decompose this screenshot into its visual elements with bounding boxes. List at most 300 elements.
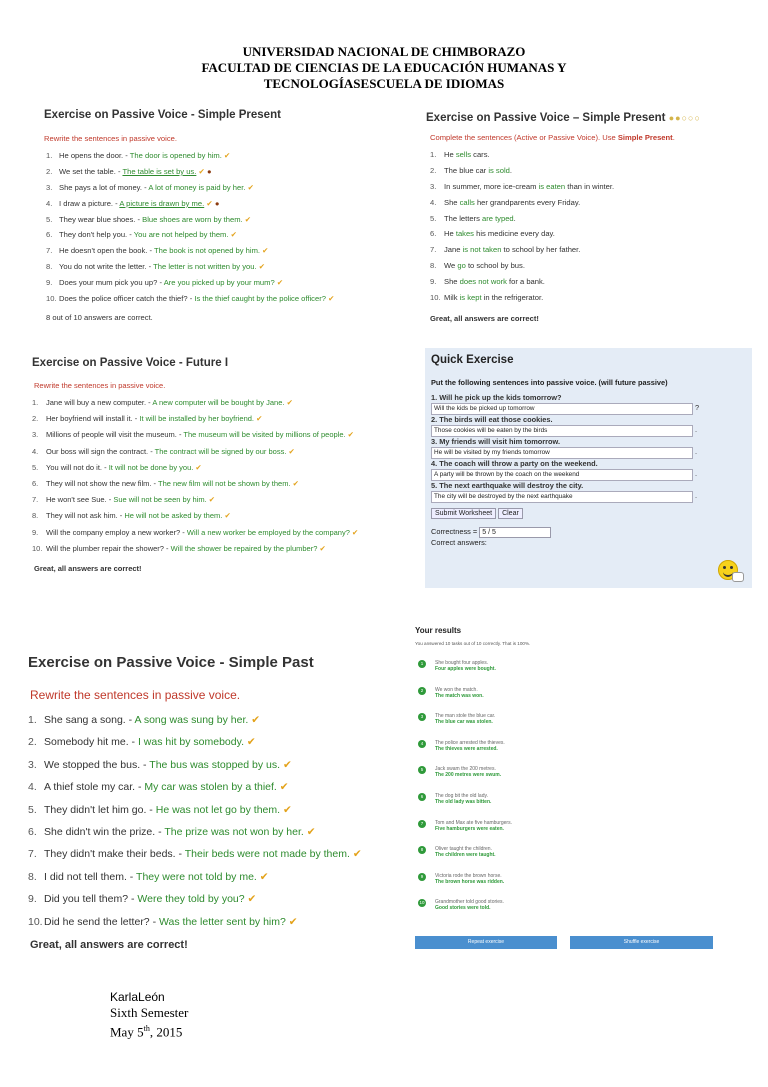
instruction-text: Complete the sentences (Active or Passive Voice). Use (430, 133, 618, 142)
list-item (430, 147, 758, 163)
item-question: She pays a lot of money. - (59, 182, 147, 192)
item-number: 7. (46, 246, 53, 256)
feedback-icon: ✔ (195, 462, 202, 472)
exercise-list (46, 148, 410, 307)
correctness-row (431, 527, 752, 547)
item-answer: go (457, 261, 466, 271)
item-answer: The bus was stopped by us. (149, 758, 281, 771)
item-answer: is kept (459, 293, 482, 303)
item-question: They didn't make their beds. - (44, 848, 182, 861)
item-answer: They were not told by me. (136, 870, 257, 883)
list-item (28, 843, 409, 865)
item-text: in the refrigerator. (481, 293, 544, 303)
list-item (32, 541, 413, 557)
result-question: Jack swam the 200 metres. (435, 766, 496, 773)
exercise-instruction: Rewrite the sentences in passive voice. (44, 134, 177, 143)
exercise-instruction (430, 133, 758, 142)
quiz-item (431, 437, 752, 459)
result-answer: The blue car was stolen. (435, 719, 493, 726)
item-answer: are typed (481, 213, 514, 223)
quiz-item (431, 393, 752, 415)
result-text: Great, all answers are correct! (430, 313, 539, 323)
item-number: 10. (28, 915, 43, 928)
result-item (413, 656, 719, 683)
feedback-icon: ✔ (259, 870, 269, 883)
list-item (430, 163, 758, 179)
result-answer: Good stories were told. (435, 905, 491, 912)
item-answer: He was not let go by them. (155, 803, 281, 816)
item-answer: Was the letter sent by him? (159, 915, 286, 928)
item-number: 10. (430, 293, 441, 303)
item-number: 3. (28, 758, 37, 771)
item-number: 3. (430, 181, 437, 191)
answer-input[interactable]: A party will be thrown by the coach on the weekend (431, 469, 693, 481)
date-year: , 2015 (149, 1024, 183, 1040)
item-text: Milk (444, 293, 460, 303)
result-number: 1 (418, 660, 426, 668)
list-item (46, 212, 410, 228)
feedback-icon: ✔ (206, 198, 213, 208)
item-number: 6. (430, 229, 437, 239)
feedback-icon: ✔ (352, 527, 359, 537)
item-question: Somebody hit me. - (44, 736, 136, 749)
item-number: 10. (46, 294, 57, 304)
exercise-list (430, 147, 758, 306)
list-item (430, 211, 758, 227)
item-question: You will not do it. - (46, 462, 107, 472)
item-number: 2. (28, 736, 37, 749)
exercise-title (426, 112, 758, 124)
result-text: 8 out of 10 answers are correct. (46, 312, 153, 322)
list-item (32, 525, 413, 541)
item-text: . (509, 165, 512, 175)
feedback-icon: ✔ (208, 495, 216, 505)
item-answer: A song was sung by her. (134, 714, 249, 726)
item-question: We stopped the bus. - (44, 758, 147, 771)
result-item (413, 789, 719, 816)
result-answer: The thieves were arrested. (435, 745, 498, 752)
thumbs-up-icon (732, 572, 744, 582)
feedback-icon: ✔ (282, 758, 292, 771)
feedback-icon: ✔ (328, 294, 335, 304)
item-text: to school by her father. (501, 245, 581, 255)
feedback-icon: ✔ (258, 262, 266, 272)
result-text: Great, all answers are correct! (34, 563, 142, 573)
feedback-icon: ✔ (347, 430, 354, 440)
item-number: 5. (32, 462, 39, 472)
quiz-question: 1. Will he pick up the kids tomorrow? (431, 393, 562, 402)
result-question: Victoria rode the brown horse. (435, 872, 502, 879)
item-text: to school by bus. (465, 261, 525, 271)
list-item (28, 754, 409, 776)
answer-input[interactable]: He will be visited by my friends tomorrow (431, 447, 693, 459)
result-question: Grandmother told good stories. (435, 899, 504, 906)
list-item (28, 731, 409, 753)
result-item (413, 762, 719, 789)
item-answer: calls (459, 197, 475, 207)
date (110, 1021, 188, 1040)
feedback-icon: ✔ (292, 478, 299, 488)
list-item (32, 395, 413, 411)
item-number: 5. (28, 803, 37, 816)
result-question: Tom and Max ate five hamburgers. (435, 819, 512, 826)
result-number: 5 (418, 766, 426, 774)
item-answer: The new film will not be shown by them. (158, 478, 291, 488)
answer-punctuation: . (695, 425, 698, 434)
list-item (430, 242, 758, 258)
item-answer: The table is set by us. (122, 166, 197, 176)
item-answer: Are you picked up by your mum? (163, 278, 275, 288)
feedback-icon: ✔ (198, 166, 205, 176)
item-number: 5. (46, 214, 53, 224)
results-title: Your results (415, 626, 462, 635)
result-answer: The 200 metres were swum. (435, 772, 502, 779)
item-question: Does your mum pick you up? - (59, 278, 162, 288)
item-question: Millions of people will visit the museum. - (46, 430, 182, 440)
exercise-instruction: Rewrite the sentences in passive voice. (34, 381, 166, 390)
list-item (28, 866, 409, 888)
feedback-icon: ✔ (251, 714, 261, 726)
exercise-title: Exercise on Passive Voice - Future I (32, 357, 229, 369)
item-number: 6. (46, 230, 53, 240)
clear-button[interactable]: Clear (498, 508, 523, 519)
faculty-name: FACULTAD DE CIENCIAS DE LA EDUCACIÓN HUMANAS Y (201, 60, 567, 75)
list-item (430, 179, 758, 195)
instruction-end: . (672, 133, 675, 142)
result-item (413, 736, 719, 763)
results-panel (413, 622, 719, 952)
item-text: his medicine every day. (473, 229, 555, 239)
item-text: He (444, 150, 456, 159)
item-question: Will the company employ a new worker? - (46, 527, 185, 537)
item-question: Did you tell them? - (44, 893, 135, 906)
item-answer: Sue will not be seen by him. (113, 495, 207, 505)
list-item (32, 444, 413, 460)
list-item (46, 227, 410, 243)
list-item (32, 460, 413, 476)
list-item (46, 148, 410, 164)
feedback-icon: ✔ (223, 151, 231, 160)
item-answer: It will be installed by her boyfriend. (139, 414, 255, 424)
answer-punctuation: . (695, 469, 698, 478)
item-question: Does the police officer catch the thief? - (59, 294, 193, 304)
list-item (32, 492, 413, 508)
item-question: We set the table. - (59, 166, 121, 176)
result-item (413, 895, 719, 922)
item-text: her grandparents every Friday. (474, 197, 581, 207)
list-item (46, 180, 410, 196)
item-text: She (444, 197, 460, 207)
item-number: 1. (28, 714, 37, 726)
item-question: Jane will buy a new computer. - (46, 398, 151, 407)
result-question: Oliver taught the children. (435, 846, 492, 853)
item-answer: is eaten (538, 181, 566, 191)
result-number: 9 (418, 873, 426, 881)
item-number: 1. (32, 398, 39, 407)
item-answer: A lot of money is paid by her. (148, 182, 246, 192)
item-answer: You are not helped by them. (133, 230, 229, 240)
answer-punctuation: . (695, 491, 698, 500)
list-item (46, 259, 410, 275)
answer-punctuation: . (695, 447, 698, 456)
list-item (430, 195, 758, 211)
list-item (28, 911, 409, 933)
exercise-list (28, 709, 409, 933)
item-number: 1. (46, 151, 53, 160)
item-number: 2. (430, 165, 437, 175)
item-answer: The letter is not written by you. (153, 262, 257, 272)
item-answer: Will the shower be repaired by the plumber? (170, 543, 318, 553)
exercise-future-one (28, 350, 413, 590)
item-text: The letters (444, 213, 482, 223)
answer-punctuation: ? (695, 403, 700, 412)
feedback-icon: ✔ (247, 893, 257, 906)
school-name: TECNOLOGÍASESCUELA DE IDIOMAS (263, 76, 505, 91)
quick-exercise-panel (425, 348, 752, 588)
quiz-buttons (431, 508, 752, 519)
result-item (413, 816, 719, 843)
item-question: They didn't let him go. - (44, 803, 153, 816)
result-question: She bought four apples. (435, 660, 489, 666)
item-answer: A picture is drawn by me. (119, 198, 205, 208)
item-number: 4. (32, 446, 39, 456)
item-number: 3. (46, 182, 53, 192)
error-marker-icon: ● (206, 166, 212, 176)
document-header (0, 44, 768, 92)
result-question: The man stole the blue car. (435, 713, 496, 720)
quiz-question: 3. My friends will visit him tomorrow. (431, 437, 561, 446)
result-answer: The old lady was bitten. (435, 798, 492, 805)
list-item (430, 274, 758, 290)
item-number: 9. (430, 277, 437, 287)
date-main: May 5 (110, 1024, 144, 1040)
list-item (28, 821, 409, 843)
feedback-icon: ✔ (224, 511, 231, 521)
result-question: We won the match. (435, 686, 478, 693)
item-answer: Were they told by you? (137, 893, 245, 906)
item-answer: The museum will be visited by millions of people. (183, 430, 346, 440)
result-number: 7 (418, 820, 426, 828)
university-name: UNIVERSIDAD NACIONAL DE CHIMBORAZO (242, 44, 526, 59)
feedback-icon: ✔ (282, 803, 292, 816)
exercise-instruction: Rewrite the sentences in passive voice. (30, 688, 241, 702)
item-answer: Is the thief caught by the police officer? (194, 294, 326, 304)
date-suffix: th (143, 1024, 150, 1033)
exercise-simple-present-rewrite (30, 105, 410, 325)
item-text: for a bank. (506, 277, 545, 287)
item-text: He (444, 229, 456, 239)
quiz-question: 2. The birds will eat those cookies. (431, 415, 553, 424)
list-item (430, 258, 758, 274)
item-question: She didn't win the prize. - (44, 825, 162, 838)
correctness-label: Correctness = (431, 527, 478, 536)
result-number: 4 (418, 740, 426, 748)
list-item (430, 290, 758, 306)
quiz-question: 5. The next earthquake will destroy the city. (431, 481, 584, 490)
item-number: 7. (32, 495, 39, 505)
feedback-icon: ✔ (288, 446, 295, 456)
list-item (32, 411, 413, 427)
result-number: 3 (418, 713, 426, 721)
item-answer: He will not be asked by them. (124, 511, 223, 521)
item-answer: I was hit by somebody. (137, 736, 244, 749)
item-number: 4. (46, 198, 53, 208)
result-number: 10 (419, 900, 425, 906)
feedback-icon: ✔ (288, 915, 298, 928)
result-question: The police arrested the thieves. (435, 739, 505, 746)
result-number: 2 (418, 687, 426, 695)
item-answer: Will a new worker be employed by the company? (186, 527, 350, 537)
item-question: Did he send the letter? - (44, 915, 157, 928)
results-summary: You answered 10 tasks out of 10 correctly. That is 100%. (415, 641, 531, 646)
quiz-item (431, 459, 752, 481)
quiz-item (431, 481, 752, 503)
exercise-list (32, 395, 413, 557)
item-number: 8. (28, 870, 37, 883)
item-number: 3. (32, 430, 39, 440)
item-text: Jane (444, 245, 463, 255)
error-marker-icon: ● (214, 198, 220, 208)
feedback-icon: ✔ (286, 398, 293, 407)
item-answer: Their beds were not made by them. (184, 848, 350, 861)
result-item (413, 683, 719, 710)
item-number: 2. (46, 166, 53, 176)
result-answer: Five hamburgers were eaten. (435, 825, 504, 832)
item-answer: It will not be done by you. (108, 462, 194, 472)
list-item (32, 476, 413, 492)
feedback-icon: ✔ (230, 230, 237, 240)
feedback-icon: ✔ (262, 246, 269, 256)
result-text: Great, all answers are correct! (30, 938, 188, 951)
item-answer: The prize was not won by her. (164, 825, 304, 838)
item-answer: The contract will be signed by our boss. (154, 446, 287, 456)
author-signature-block (110, 989, 188, 1040)
item-number: 2. (32, 414, 39, 424)
quiz-question: 4. The coach will throw a party on the weekend. (431, 459, 598, 468)
item-number: 7. (430, 245, 437, 255)
answer-input[interactable]: Those cookies will be eaten by the birds (431, 425, 693, 437)
item-text: In summer, more ice-cream (444, 181, 539, 191)
item-answer: is sold (488, 165, 510, 175)
list-item (28, 776, 409, 798)
feedback-icon: ✔ (352, 848, 362, 861)
item-number: 9. (28, 893, 37, 906)
feedback-icon: ✔ (276, 278, 284, 288)
item-answer: takes (455, 229, 474, 239)
feedback-icon: ✔ (244, 214, 252, 224)
result-number: 8 (418, 846, 426, 854)
result-question: The dog bit the old lady. (435, 792, 488, 799)
answer-input[interactable]: The city will be destroyed by the next earthquake (431, 491, 693, 503)
item-number: 6. (28, 825, 37, 838)
feedback-icon: ✔ (256, 414, 263, 424)
item-answer: A new computer will be bought by Jane. (152, 398, 285, 407)
submit-worksheet-button[interactable]: Submit Worksheet (431, 508, 496, 519)
item-answer: is not taken (462, 245, 502, 255)
list-item (28, 709, 409, 731)
item-number: 10. (32, 543, 43, 553)
result-number: 6 (418, 793, 426, 801)
item-question: They don't help you. - (59, 230, 132, 240)
item-question: They will not ask him. - (46, 511, 123, 521)
item-number: 4. (430, 197, 437, 207)
item-answer: My car was stolen by a thief. (144, 781, 277, 794)
shuffle-exercise-button[interactable]: Shuffle exercise (570, 936, 713, 949)
exercise-title: Exercise on Passive Voice - Simple Past (28, 654, 314, 671)
list-item (28, 799, 409, 821)
list-item (46, 196, 410, 212)
item-text: . (513, 213, 516, 223)
correct-answers-label: Correct answers: (431, 538, 487, 547)
item-number: 8. (32, 511, 39, 521)
answer-input[interactable]: Will the kids be picked up tomorrow (431, 403, 693, 415)
correctness-value: 5 / 5 (479, 527, 551, 538)
item-answer: The book is not opened by him. (154, 246, 261, 256)
list-item (46, 243, 410, 259)
item-question: Her boyfriend will install it. - (46, 414, 138, 424)
list-item (46, 164, 410, 180)
exercise-title-text: Exercise on Passive Voice – Simple Present (426, 112, 666, 124)
result-answer: The match was won. (435, 692, 484, 699)
exercise-title: Exercise on Passive Voice - Simple Present (44, 109, 281, 121)
item-answer: Blue shoes are worn by them. (142, 214, 243, 224)
list-item (28, 888, 409, 910)
result-item (413, 842, 719, 869)
list-item (32, 508, 413, 524)
item-question: You do not write the letter. - (59, 262, 152, 272)
list-item (46, 291, 410, 307)
item-text: cars. (471, 150, 490, 159)
repeat-exercise-button[interactable]: Repeat exercise (415, 936, 557, 949)
item-number: 1. (430, 150, 437, 159)
result-item (413, 869, 719, 896)
author-name: KarlaLeón (110, 990, 165, 1004)
exercise-simple-present-complete (418, 105, 758, 337)
item-text: The blue car (444, 165, 489, 175)
item-question: Will the plumber repair the shower? - (46, 543, 169, 553)
item-question: They will not show the new film. - (46, 478, 157, 488)
item-question: I draw a picture. - (59, 198, 118, 208)
item-question: He won't see Sue. - (46, 495, 112, 505)
difficulty-dots-icon: ●●○○○ (668, 113, 701, 123)
quiz-item (431, 415, 752, 437)
list-item (430, 226, 758, 242)
quick-exercise-title: Quick Exercise (431, 354, 514, 366)
item-number: 6. (32, 478, 39, 488)
item-number: 8. (46, 262, 53, 272)
item-number: 7. (28, 848, 37, 861)
item-number: 5. (430, 213, 437, 223)
item-text: She (444, 277, 460, 287)
item-question: They wear blue shoes. - (59, 214, 141, 224)
item-question: He doesn't open the book. - (59, 246, 153, 256)
item-question: She sang a song. - (44, 714, 133, 726)
exercise-simple-past (24, 652, 409, 957)
result-answer: Four apples were bought. (435, 666, 496, 672)
result-answer: The brown horse was ridden. (435, 878, 505, 885)
item-answer: does not work (459, 277, 507, 287)
item-number: 9. (32, 527, 39, 537)
list-item (32, 427, 413, 443)
feedback-icon: ✔ (279, 781, 289, 794)
item-text: than in winter. (565, 181, 615, 191)
item-question: I did not tell them. - (44, 870, 134, 883)
item-text: We (444, 261, 458, 271)
semester: Sixth Semester (110, 1005, 189, 1020)
list-item (46, 275, 410, 291)
instruction-emphasis: Simple Present (617, 133, 673, 142)
item-number: 9. (46, 278, 53, 288)
